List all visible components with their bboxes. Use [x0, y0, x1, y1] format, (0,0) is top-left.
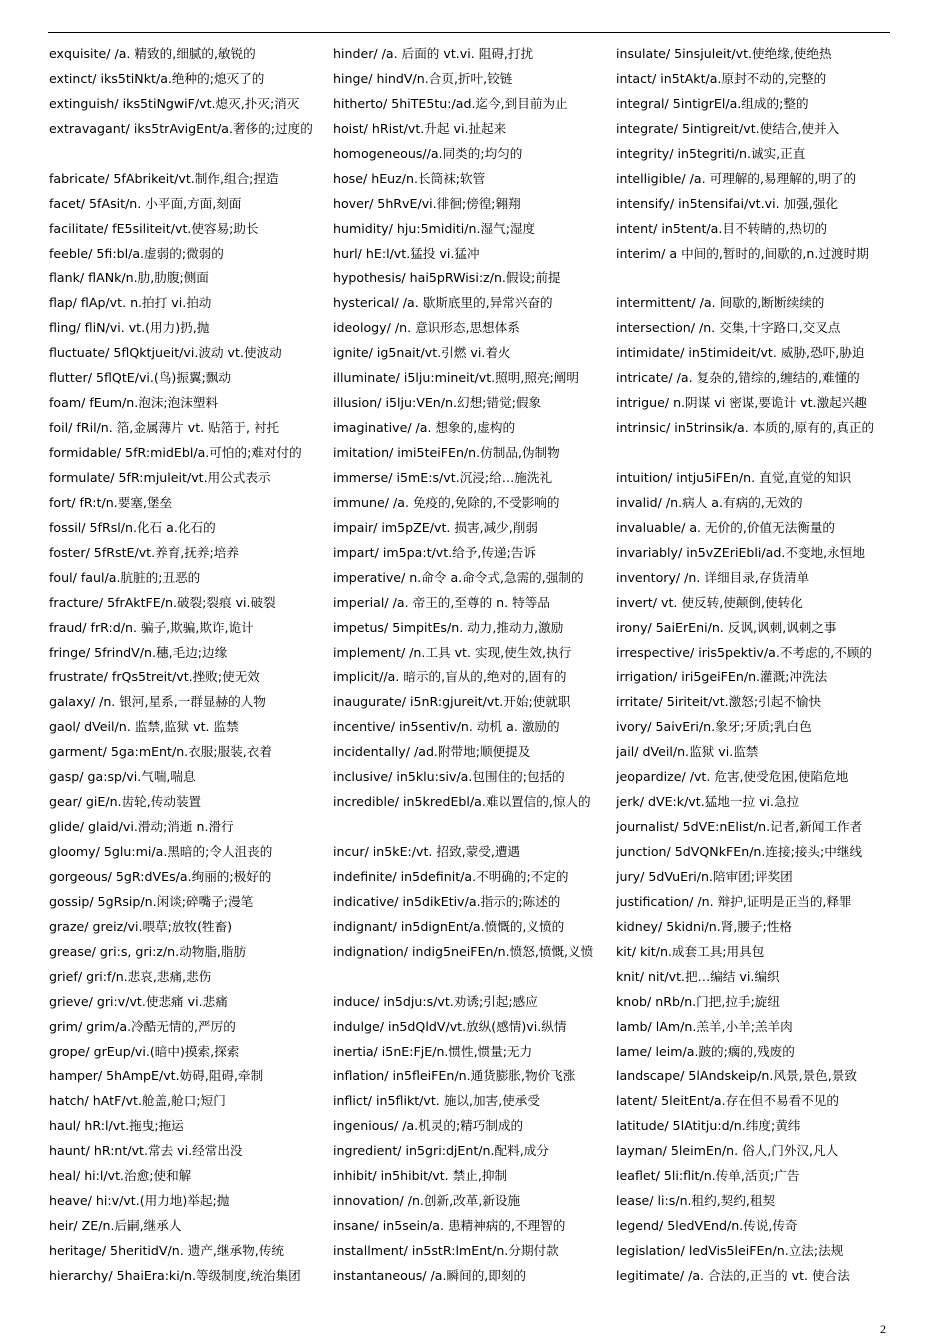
vocab-entry: gossip/ 5gRsip/n.闲谈;碎嘴子;漫笔	[49, 893, 254, 909]
vocab-entry: implement/ /n.工具 vt. 实现,使生效,执行	[333, 644, 572, 660]
vocab-entry: exquisite/ /a. 精致的,细腻的,敏锐的	[49, 46, 256, 61]
vocab-entry: jail/ dVeil/n.监狱 vi.监禁	[616, 744, 759, 760]
vocab-entry: incur/ in5kE:/vt. 招致,蒙受,遭遇	[333, 844, 521, 859]
vocab-entry: intrigue/ n.阴谋 vi 密谋,要诡计 vt.激起兴趣	[616, 395, 867, 411]
vocab-entry: fringe/ 5frindV/n.穗,毛边;边缘	[49, 644, 228, 660]
vocab-entry: invaluable/ a. 无价的,价值无法衡量的	[616, 519, 836, 535]
vocab-entry: fluctuate/ 5flQktjueit/vi.波动 vt.使波动	[49, 345, 282, 361]
vocab-entry: irrespective/ iris5pektiv/a.不考虑的,不顾的	[616, 644, 873, 660]
vocab-entry: formulate/ 5fR:mjuleit/vt.用公式表示	[49, 469, 271, 485]
vocab-entry: interim/ a 中间的,暂时的,间歇的,n.过渡时期	[616, 245, 869, 261]
vocab-entry: intrinsic/ in5trinsik/a. 本质的,原有的,真正的	[616, 420, 875, 436]
vocab-entry: impetus/ 5impitEs/n. 动力,推动力,激励	[333, 619, 564, 635]
vocab-entry: installment/ in5stR:lmEnt/n.分期付款	[333, 1243, 559, 1258]
vocab-entry: inaugurate/ i5nR:gjureit/vt.开始;使就职	[333, 694, 571, 710]
vocab-entry: intersection/ /n. 交集,十字路口,交叉点	[616, 320, 841, 336]
vocab-entry: integrate/ 5intigreit/vt.使结合,使并入	[616, 120, 840, 136]
vocab-entry: inflation/ in5fleiFEn/n.通货膨胀,物价飞涨	[333, 1068, 576, 1084]
vocab-entry: galaxy/ /n. 银河,星系,一群显赫的人物	[49, 694, 266, 710]
vocab-entry: hinge/ hindV/n.合页,折叶,铰链	[333, 70, 513, 86]
vocab-entry: gasp/ ga:sp/vi.气喘,喘息	[49, 769, 196, 785]
vocab-entry: justification/ /n. 辩护,证明是正当的,释罪	[616, 893, 852, 909]
vocab-entry: implicit//a. 暗示的,盲从的,绝对的,固有的	[333, 669, 567, 685]
vocab-entry: intensify/ in5tensifai/vt.vi. 加强,强化	[616, 195, 838, 211]
vocab-entry: immerse/ i5mE:s/vt.沉浸;给…施洗礼	[333, 469, 553, 485]
vocab-entry: indignation/ indig5neiFEn/n.愤怒,愤慨,义愤	[333, 943, 594, 959]
vocab-entry: integrity/ in5tegriti/n.诚实,正直	[616, 145, 806, 161]
vocab-entry: legislation/ ledVis5leiFEn/n.立法;法规	[616, 1243, 844, 1258]
vocab-entry: layman/ 5leimEn/n. 俗人,门外汉,凡人	[616, 1143, 839, 1159]
vocab-entry: imperative/ n.命令 a.命令式,急需的,强制的	[333, 569, 584, 585]
vocab-entry: inertia/ i5nE:FjE/n.惯性,惯量;无力	[333, 1043, 533, 1059]
column-2	[333, 42, 613, 1289]
vocab-entry: grieve/ gri:v/vt.使悲痛 vi.悲痛	[49, 993, 228, 1009]
vocab-entry: gaol/ dVeil/n. 监禁,监狱 vt. 监禁	[49, 719, 239, 735]
vocab-entry: indulge/ in5dQldV/vt.放纵(感情)vi.纵情	[333, 1018, 567, 1034]
column-1	[49, 42, 329, 1289]
vocab-entry: ignite/ ig5nait/vt.引燃 vi.着火	[333, 345, 511, 361]
vocab-entry: lame/ leim/a.跛的;瘸的,残废的	[616, 1043, 795, 1059]
vocab-entry: gloomy/ 5glu:mi/a.黑暗的;令人沮丧的	[49, 844, 273, 859]
vocab-entry: facilitate/ fE5siliteit/vt.使容易;助长	[49, 220, 259, 236]
vocab-entry: latent/ 5leitEnt/a.存在但不易看不见的	[616, 1093, 839, 1109]
vocab-entry: homogeneous//a.同类的;均匀的	[333, 145, 523, 161]
vocab-entry: ingenious/ /a.机灵的;精巧制成的	[333, 1118, 524, 1134]
vocab-entry: hitherto/ 5hiTE5tu:/ad.迄今,到目前为止	[333, 95, 568, 111]
vocab-entry: inclusive/ in5klu:siv/a.包围住的;包括的	[333, 769, 565, 785]
vocab-entry: irrigation/ iri5geiFEn/n.灌溉;冲洗法	[616, 669, 828, 685]
vocab-entry: knit/ nit/vt.把…编结 vi.编织	[616, 968, 780, 984]
vocab-entry: kit/ kit/n.成套工具;用具包	[616, 943, 765, 959]
vocab-entry: humidity/ hju:5miditi/n.湿气;湿度	[333, 220, 536, 236]
vocab-entry: fossil/ 5fRsl/n.化石 a.化石的	[49, 519, 216, 535]
vocab-entry: indignant/ in5dignEnt/a.愤慨的,义愤的	[333, 918, 565, 934]
vocab-entry: hysterical/ /a. 歇斯底里的,异常兴奋的	[333, 295, 553, 311]
vocab-entry: flap/ flAp/vt. n.拍打 vi.拍动	[49, 295, 212, 311]
vocab-entry: heal/ hi:l/vt.治愈;使和解	[49, 1168, 192, 1184]
vocab-entry: facet/ 5fAsit/n. 小平面,方面,刻面	[49, 195, 242, 211]
vocab-entry: extinct/ iks5tiNkt/a.绝种的;熄灭了的	[49, 70, 265, 86]
vocab-entry: grim/ grim/a.冷酷无情的,严厉的	[49, 1018, 236, 1034]
vocab-entry	[616, 266, 896, 291]
vocab-entry: knob/ nRb/n.门把,拉手;旋纽	[616, 993, 780, 1009]
vocab-entry: integral/ 5intigrEl/a.组成的;整的	[616, 95, 809, 111]
vocab-entry: irritate/ 5iriteit/vt.激怒;引起不愉快	[616, 694, 822, 710]
vocab-entry: latitude/ 5lAtitju:d/n.纬度;黄纬	[616, 1118, 801, 1134]
vocab-entry: immune/ /a. 免疫的,免除的,不受影响的	[333, 494, 560, 510]
vocab-entry: jerk/ dVE:k/vt.猛地一拉 vi.急拉	[616, 794, 800, 810]
header-rule	[48, 32, 890, 33]
vocab-entry: induce/ in5dju:s/vt.劝诱;引起;感应	[333, 993, 538, 1009]
vocab-entry: garment/ 5ga:mEnt/n.衣服;服装,衣着	[49, 744, 272, 760]
vocab-entry: grope/ grEup/vi.(暗中)摸索,探索	[49, 1043, 240, 1059]
vocab-entry: flank/ flANk/n.肋,肋腹;侧面	[49, 270, 209, 286]
vocab-entry: grief/ gri:f/n.悲哀,悲痛,悲伤	[49, 968, 212, 984]
vocab-entry: intricate/ /a. 复杂的,错综的,缠结的,难懂的	[616, 370, 860, 386]
vocab-entry: instantaneous/ /a.瞬间的,即刻的	[333, 1267, 527, 1283]
vocab-entry: leaflet/ 5li:flit/n.传单,活页;广告	[616, 1168, 800, 1184]
vocab-entry: graze/ greiz/vi.喂草;放牧(牲畜)	[49, 918, 233, 934]
column-3	[616, 42, 896, 1289]
vocab-entry: invariably/ in5vZEriEbli/ad.不变地,永恒地	[616, 544, 865, 560]
vocab-entry: hatch/ hAtF/vt.舱盖,舱口;短门	[49, 1093, 226, 1109]
vocab-entry: inflict/ in5flikt/vt. 施以,加害,使承受	[333, 1093, 540, 1109]
vocab-entry: foil/ fRil/n. 箔,金属薄片 vt. 贴箔于, 衬托	[49, 420, 280, 436]
vocab-entry: hierarchy/ 5haiEra:ki/n.等级制度,统治集团	[49, 1267, 301, 1283]
vocab-entry: illuminate/ i5lju:mineit/vt.照明,照亮;阐明	[333, 370, 579, 386]
vocab-entry: hover/ 5hRvE/vi.徘徊;傍徨;翱翔	[333, 195, 521, 211]
vocab-entry	[49, 142, 329, 167]
vocab-entry: flutter/ 5flQtE/vi.(鸟)振翼;飘动	[49, 370, 231, 386]
vocab-entry: incidentally/ /ad.附带地;顺便提及	[333, 744, 531, 760]
vocab-entry: landscape/ 5lAndskeip/n.风景,景色,景致	[616, 1068, 857, 1084]
vocab-entry: hypothesis/ hai5pRWisi:z/n.假设;前提	[333, 270, 561, 286]
vocab-entry: junction/ 5dVQNkFEn/n.连接;接头;中继线	[616, 844, 863, 859]
vocab-entry: journalist/ 5dVE:nElist/n.记者,新闻工作者	[616, 819, 863, 835]
vocab-entry: insane/ in5sein/a. 患精神病的,不理智的	[333, 1218, 566, 1234]
vocab-entry: ideology/ /n. 意识形态,思想体系	[333, 320, 520, 336]
vocab-entry: extinguish/ iks5tiNgwiF/vt.熄灭,扑灭;消灭	[49, 95, 300, 111]
vocab-entry: ivory/ 5aivEri/n.象牙;牙质;乳白色	[616, 719, 812, 735]
vocab-entry: hoist/ hRist/vt.升起 vi.扯起来	[333, 120, 507, 136]
vocab-entry: jury/ 5dVuEri/n.陪审团;评奖团	[616, 868, 793, 884]
vocab-entry: invalid/ /n.病人 a.有病的,无效的	[616, 494, 803, 510]
vocab-entry: legend/ 5ledVEnd/n.传说,传奇	[616, 1218, 798, 1234]
vocab-entry: feeble/ 5fi:bl/a.虚弱的;微弱的	[49, 245, 224, 261]
vocab-entry: intelligible/ /a. 可理解的,易理解的,明了的	[616, 170, 857, 186]
vocab-entry: lamb/ lAm/n.羔羊,小羊;羔羊肉	[616, 1018, 793, 1034]
vocab-entry: impair/ im5pZE/vt. 损害,减少,削弱	[333, 519, 538, 535]
vocab-entry: extravagant/ iks5trAvigEnt/a.奢侈的;过度的	[49, 120, 313, 136]
vocab-entry: fraud/ frR:d/n. 骗子,欺骗,欺诈,诡计	[49, 619, 254, 635]
vocab-entry	[333, 965, 613, 990]
vocab-entry: incentive/ in5sentiv/n. 动机 a. 激励的	[333, 719, 560, 735]
vocab-entry: jeopardize/ /vt. 危害,使受危困,使陷危地	[616, 769, 849, 785]
vocab-entry: intermittent/ /a. 间歇的,断断续续的	[616, 295, 825, 311]
vocab-entry: haunt/ hR:nt/vt.常去 vi.经常出没	[49, 1143, 243, 1159]
vocab-entry: intuition/ intju5iFEn/n. 直觉,直觉的知识	[616, 469, 852, 485]
vocab-entry: inventory/ /n. 详细目录,存货清单	[616, 569, 810, 585]
vocab-entry	[333, 815, 613, 840]
page-number: 2	[880, 1322, 886, 1336]
vocab-entry: illusion/ i5lju:VEn/n.幻想;错觉;假象	[333, 395, 542, 411]
vocab-entry: fabricate/ 5fAbrikeit/vt.制作,组合;捏造	[49, 170, 279, 186]
vocab-entry: grease/ gri:s, gri:z/n.动物脂,脂肪	[49, 943, 247, 959]
vocab-entry: fracture/ 5frAktFE/n.破裂;裂痕 vi.破裂	[49, 594, 276, 610]
vocab-entry: haul/ hR:l/vt.拖曳;拖运	[49, 1118, 184, 1134]
vocab-entry: inhibit/ in5hibit/vt. 禁止,抑制	[333, 1168, 508, 1184]
vocab-entry: hamper/ 5hAmpE/vt.妨碍,阻碍,牵制	[49, 1068, 264, 1084]
vocab-entry: imperial/ /a. 帝王的,至尊的 n. 特等品	[333, 594, 550, 610]
vocab-entry: fling/ fliN/vi. vt.(用力)扔,抛	[49, 320, 210, 336]
vocab-entry: formidable/ 5fR:midEbl/a.可怕的;难对付的	[49, 445, 302, 460]
vocab-entry: glide/ glaid/vi.滑动;消逝 n.滑行	[49, 819, 234, 835]
vocab-entry: incredible/ in5kredEbl/a.难以置信的,惊人的	[333, 794, 591, 810]
vocab-entry: fort/ fR:t/n.要塞,堡垒	[49, 494, 173, 510]
vocab-entry: frustrate/ frQs5treit/vt.挫败;使无效	[49, 669, 260, 685]
vocab-entry: gear/ giE/n.齿轮,传动装置	[49, 794, 202, 810]
vocab-entry: foam/ fEum/n.泡沫;泡沫塑料	[49, 395, 219, 411]
vocab-entry: irony/ 5aiErEni/n. 反讽,讽刺,讽刺之事	[616, 619, 837, 635]
vocab-entry: legitimate/ /a. 合法的,正当的 vt. 使合法	[616, 1267, 850, 1283]
vocab-entry: indicative/ in5dikEtiv/a.指示的;陈述的	[333, 893, 561, 909]
vocab-entry: heir/ ZE/n.后嗣,继承人	[49, 1218, 182, 1234]
vocab-entry: insulate/ 5insjuleit/vt.使绝缘,使绝热	[616, 46, 832, 61]
vocab-entry: kidney/ 5kidni/n.肾,腰子;性格	[616, 918, 792, 934]
vocab-entry: intent/ in5tent/a.目不转睛的,热切的	[616, 220, 828, 236]
vocab-entry: heave/ hi:v/vt.(用力地)举起;抛	[49, 1193, 230, 1209]
vocab-entry: innovation/ /n.创新,改革,新设施	[333, 1193, 521, 1209]
vocab-entry: imaginative/ /a. 想象的,虚构的	[333, 420, 516, 436]
vocab-entry: ingredient/ in5gri:djEnt/n.配料,成分	[333, 1143, 549, 1159]
vocab-entry: invert/ vt. 使反转,使颠倒,使转化	[616, 594, 803, 610]
vocab-entry: impart/ im5pa:t/vt.给予,传递;告诉	[333, 544, 536, 560]
vocab-entry: gorgeous/ 5gR:dVEs/a.绚丽的;极好的	[49, 868, 272, 884]
vocab-entry: intact/ in5tAkt/a.原封不动的,完整的	[616, 70, 827, 86]
vocab-entry: indefinite/ in5definit/a.不明确的;不定的	[333, 868, 569, 884]
vocab-entry: intimidate/ in5timideit/vt. 威胁,恐吓,胁迫	[616, 345, 865, 361]
vocab-entry: lease/ li:s/n.租约,契约,租契	[616, 1193, 776, 1209]
vocab-entry: hose/ hEuz/n.长筒袜;软管	[333, 170, 486, 186]
vocab-entry: heritage/ 5heritidV/n. 遗产,继承物,传统	[49, 1243, 284, 1258]
vocab-entry: imitation/ imi5teiFEn/n.仿制品,伪制物	[333, 445, 560, 460]
vocab-entry: foster/ 5fRstE/vt.养育,抚养;培养	[49, 544, 239, 560]
vocab-entry: foul/ faul/a.肮脏的;丑恶的	[49, 569, 201, 585]
vocab-entry: hurl/ hE:l/vt.猛投 vi.猛冲	[333, 245, 480, 261]
vocab-entry	[616, 441, 896, 466]
vocab-entry: hinder/ /a. 后面的 vt.vi. 阻碍,打扰	[333, 46, 534, 61]
